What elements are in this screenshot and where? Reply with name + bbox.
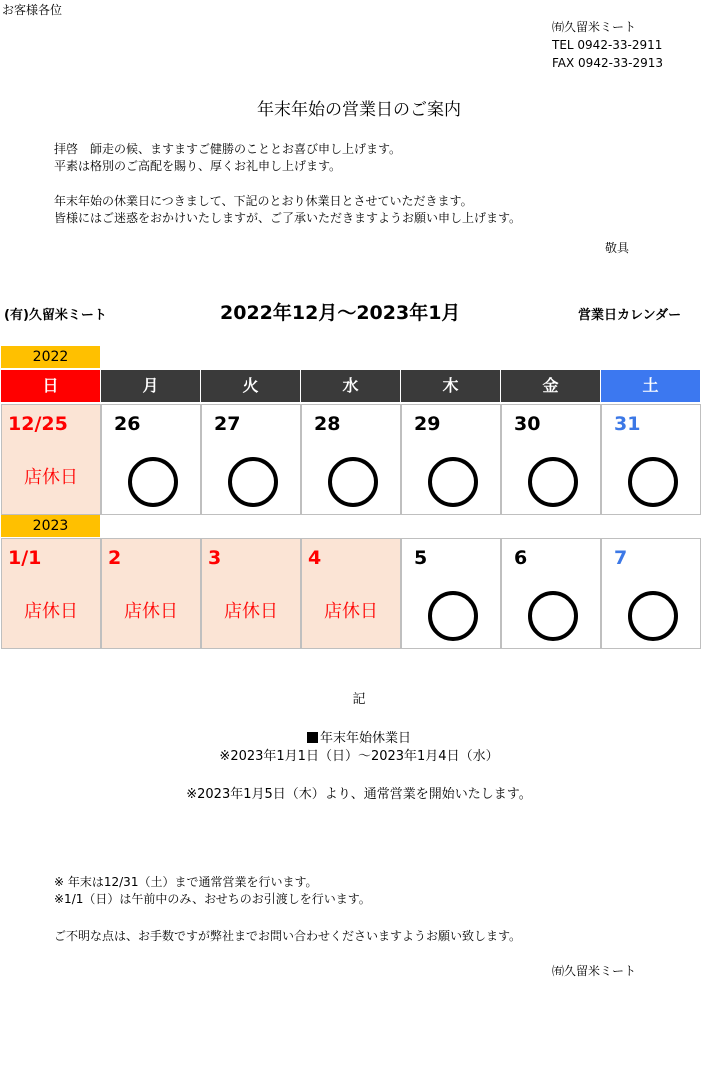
calendar-day-cell — [401, 404, 501, 515]
open-circle-icon — [628, 457, 678, 507]
closed-day-label: 店休日 — [224, 601, 278, 622]
calendar-day-cell — [501, 538, 601, 649]
calendar-day-cell — [101, 404, 201, 515]
calendar-company: (有)久留米ミート — [4, 308, 107, 323]
open-circle-icon — [428, 457, 478, 507]
open-circle-icon — [328, 457, 378, 507]
calendar-day-cell — [301, 538, 401, 649]
calendar-day-cell — [501, 404, 601, 515]
greeting-line-2: 平素は格別のご高配を賜り、厚くお礼申し上げます。 — [54, 159, 342, 173]
closed-day-label: 店休日 — [324, 601, 378, 622]
open-circle-icon — [528, 457, 578, 507]
signature: ㈲久留米ミート — [552, 964, 637, 978]
calendar-label: 営業日カレンダー — [578, 308, 682, 323]
closed-day-label: 店休日 — [124, 601, 178, 622]
day-number: 2 — [108, 547, 122, 569]
day-number: 26 — [114, 413, 141, 435]
calendar-day-cell — [301, 404, 401, 515]
weekday-header: 日 — [1, 370, 101, 402]
closed-day-label: 店休日 — [24, 601, 78, 622]
day-number: 4 — [308, 547, 322, 569]
weekday-header: 水 — [301, 370, 401, 402]
day-number: 5 — [414, 547, 428, 569]
sender-fax: FAX 0942-33-2913 — [552, 56, 664, 70]
greeting-line-1: 拝啓 師走の候、ますますご健勝のこととお喜び申し上げます。 — [54, 142, 402, 156]
day-number: 29 — [414, 413, 441, 435]
salutation: お客様各位 — [2, 3, 63, 17]
ki-mark: 記 — [352, 692, 366, 707]
notice-line-2: 皆様にはご迷惑をおかけいたしますが、ご了承いただきますようお願い申し上げます。 — [54, 211, 522, 225]
day-number: 1/1 — [8, 547, 42, 569]
open-circle-icon — [228, 457, 278, 507]
year-tag: 2022 — [1, 346, 100, 368]
calendar-day-cell — [601, 404, 701, 515]
day-number: 6 — [514, 547, 528, 569]
holiday-heading — [0, 730, 718, 747]
calendar-day-cell — [101, 538, 201, 649]
calendar-title: 2022年12月～2023年1月 — [220, 302, 461, 324]
year-tag: 2023 — [1, 515, 100, 537]
weekday-header: 金 — [501, 370, 601, 402]
weekday-header: 月 — [101, 370, 201, 402]
closed-day-label: 店休日 — [24, 467, 78, 488]
holiday-heading-text: 年末年始休業日 — [319, 731, 411, 746]
resume-notice: ※2023年1月5日（木）より、通常営業を開始いたします。 — [186, 787, 532, 802]
holiday-period: ※2023年1月1日（日）～2023年1月4日（水） — [219, 749, 499, 764]
sender-tel: TEL 0942-33-2911 — [552, 38, 663, 52]
day-number: 12/25 — [8, 413, 68, 435]
notice-line-1: 年末年始の休業日につきまして、下記のとおり休業日とさせていただきます。 — [54, 194, 473, 208]
weekday-header: 火 — [201, 370, 301, 402]
calendar-day-cell — [1, 404, 101, 515]
sender-company: ㈲久留米ミート — [552, 20, 637, 34]
inquiry-text: ご不明な点は、お手数ですが弊社までお問い合わせくださいますようお願い致します。 — [54, 929, 522, 943]
weekday-header: 土 — [601, 370, 701, 402]
calendar-day-cell — [201, 538, 301, 649]
note-new-year: ※1/1（日）は午前中のみ、おせちのお引渡しを行います。 — [54, 892, 371, 906]
open-circle-icon — [428, 591, 478, 641]
square-bullet-icon — [307, 732, 318, 743]
closing-keigu: 敬具 — [605, 241, 630, 255]
day-number: 27 — [214, 413, 241, 435]
open-circle-icon — [128, 457, 178, 507]
calendar-day-cell — [1, 538, 101, 649]
weekday-header: 木 — [401, 370, 501, 402]
day-number: 31 — [614, 413, 641, 435]
note-year-end: ※ 年末は12/31（土）まで通常営業を行います。 — [54, 875, 318, 889]
day-number: 30 — [514, 413, 541, 435]
open-circle-icon — [628, 591, 678, 641]
day-number: 28 — [314, 413, 341, 435]
day-number: 3 — [208, 547, 222, 569]
day-number: 7 — [614, 547, 628, 569]
sender-block — [552, 18, 663, 72]
calendar-day-cell — [401, 538, 501, 649]
page-title: 年末年始の営業日のご案内 — [257, 100, 461, 120]
calendar-day-cell — [601, 538, 701, 649]
calendar-day-cell — [201, 404, 301, 515]
open-circle-icon — [528, 591, 578, 641]
